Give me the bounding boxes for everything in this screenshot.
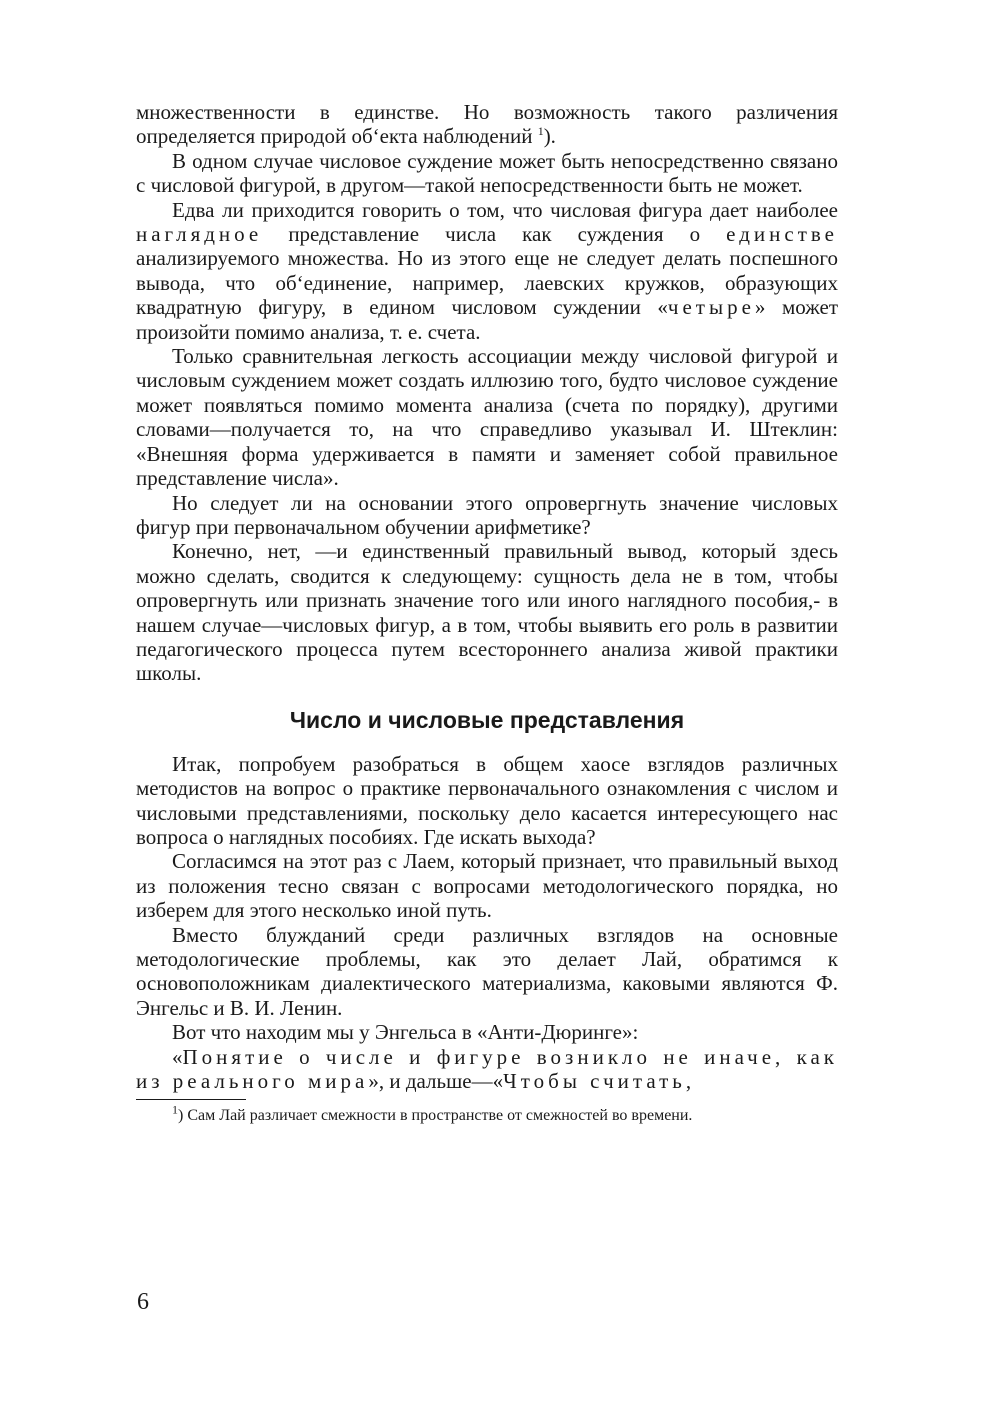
paragraph: Вместо блужданий среди различных взглядов на основные методологические проблемы, как это делает Лай, обратимся к основоположникам диалектического материализма, каковыми являются Ф. Энгельс и В. И. Ленин. — [136, 922, 838, 1020]
paragraph-text: множественности в единстве. Но возможность такого различения определяется природой об‘екта наблюдений — [136, 100, 838, 149]
paragraph: Конечно, нет, —и единственный правильный вывод, который здесь можно сделать, сводится к следующему: сущность дела не в том, чтобы опровергнуть или признать значение того или иного наглядного пособия,- в нашем случае—числовых фигур, а в том, чтобы выявить его роль в развитии педагогического процесса путем всестороннего анализа живой практики школы. — [136, 539, 838, 686]
paragraph: Согласимся на этот раз с Лаем, который признает, что правильный выход из положения тесно связан с вопросами методологического порядка, но изберем для этого несколько иной путь. — [136, 849, 838, 923]
section-heading: Число и числовые представления — [289, 706, 685, 733]
paragraph — [136, 1045, 838, 1094]
footnote-text: ) Сам Лай различает смежности в пространстве от смежностей во времени. — [178, 1107, 693, 1125]
paragraph: Только сравнительная легкость ассоциации между числовой фигурой и числовым суждением может создать иллюзию того, будто числовое суждение может появляться помимо момента анализа (счета по порядку), другими словами—получается то, на что справедливо указывал И. Штеклин: «Внешняя форма удерживается в памяти и заменяет собой правильное представление числа». — [136, 344, 838, 491]
footnote — [136, 1103, 838, 1126]
emphasis-text: наглядное — [136, 222, 263, 247]
emphasis-text: единстве — [726, 222, 838, 247]
paragraph: В одном случае числовое суждение может быть непосредственно связано с числовой фигурой, в другом—такой непосредственности быть не может. — [136, 148, 838, 198]
emphasis-text: четыре — [667, 295, 755, 320]
paragraph — [136, 100, 838, 149]
paragraph: Но следует ли на основании этого опровергнуть значение числовых фигур при первоначальном обучении арифметике? — [136, 490, 838, 539]
footnote-mark: 1 — [172, 1103, 178, 1118]
paragraph-text: » может произойти помимо анализа, т. е. счета. — [136, 295, 838, 344]
emphasis-text: Чтобы считать, — [503, 1069, 696, 1094]
paragraph: Вот что находим мы у Энгельса в «Анти-Дюринге»: — [172, 1020, 639, 1045]
page-body — [136, 100, 838, 1126]
paragraph-text: Едва ли приходится говорить о том, что числовая фигура дает наиболее — [172, 197, 838, 222]
paragraph-text: анализируемого множества. Но из этого еще не следует делать поспешного вывода, что об‘единение, например, лаевских кружков, образующих квадратную фигуру, в едином числовом суждении « — [136, 246, 838, 320]
paragraph-text: ). — [543, 124, 556, 149]
paragraph-text: », и дальше—« — [368, 1069, 504, 1094]
paragraph — [136, 198, 838, 344]
footnote-ref[interactable]: 1 — [537, 124, 544, 139]
paragraph-text: представление числа как суждения о — [262, 222, 727, 247]
paragraph: Итак, попробуем разобраться в общем хаосе взглядов различных методистов на вопрос о практике первоначального ознакомления с числом и числовыми представлениями, поскольку дело касается интересующего нас вопроса о наглядных пособиях. Где искать выхода? — [136, 751, 838, 849]
paragraph-text: « — [172, 1044, 183, 1069]
footnote-divider — [136, 1099, 246, 1100]
page-number: 6 — [137, 1289, 149, 1315]
emphasis-text: Понятие о числе и фигуре возникло не иначе, как из реального мира — [136, 1044, 838, 1094]
